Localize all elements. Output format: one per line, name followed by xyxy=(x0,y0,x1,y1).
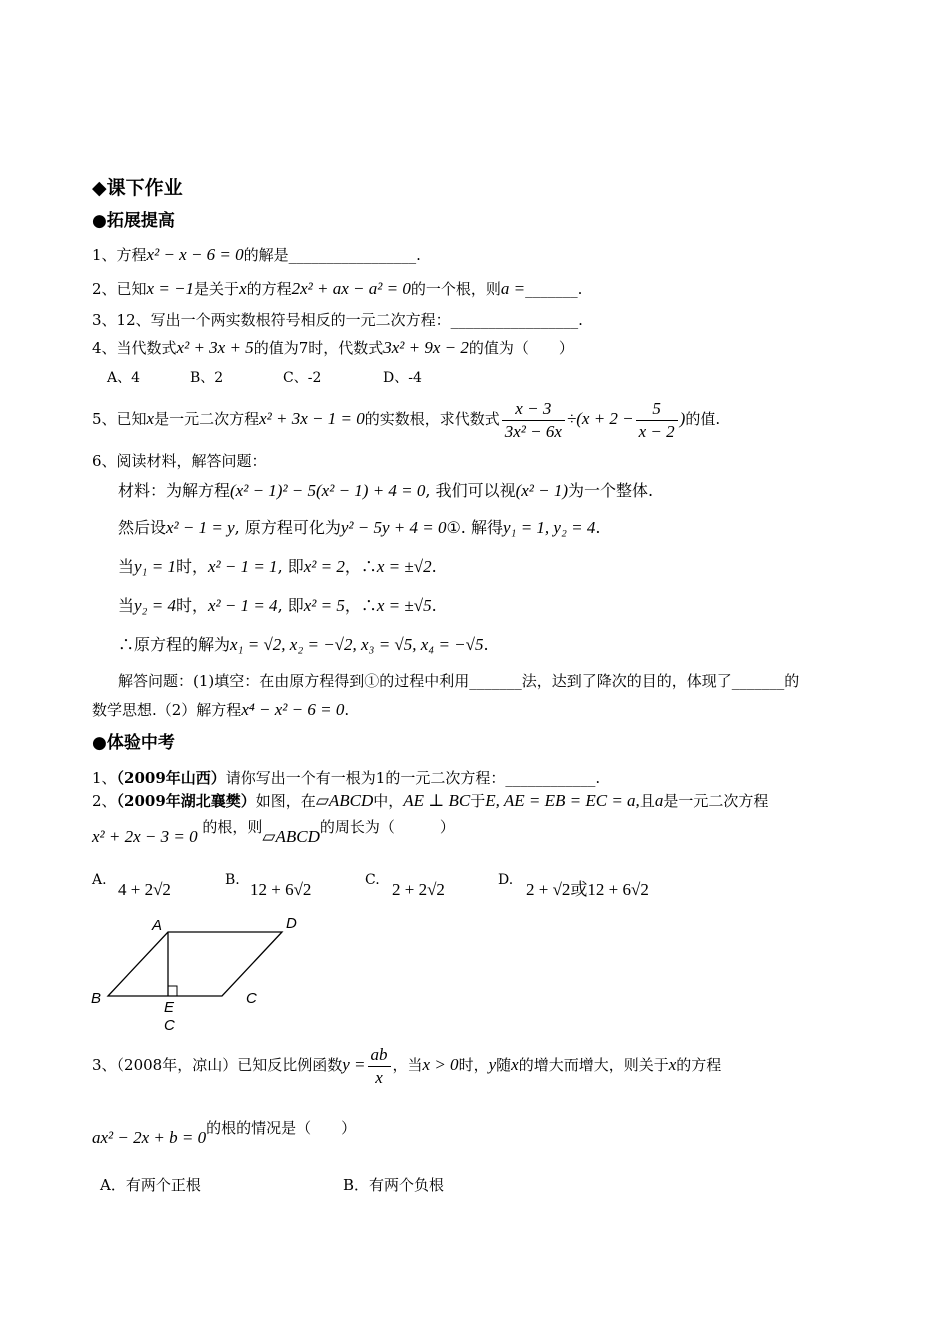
equation: x² − x − 6 = 0 xyxy=(146,245,244,264)
fraction-1: $\frac{x - 3}{\text{3x² − 6x}}$ xyxy=(502,398,565,443)
c2-option-b-label: B. xyxy=(225,872,240,888)
label-c: C xyxy=(246,990,257,1007)
exam-question-1: 1、（2009年山西）请你写出一个有一根为1的一元二次方程：____________. xyxy=(92,769,601,787)
c2-option-c: 2 + 2√2 xyxy=(392,880,445,899)
c2-option-a: 4 + 2√2 xyxy=(118,880,171,899)
q4-option-d: D、-4 xyxy=(383,370,422,386)
label-c-extra: C xyxy=(164,1017,175,1034)
parallelogram-abcd xyxy=(108,932,282,996)
question-3: 3、12、写出一个两实数根符号相反的一元二次方程：_________________. xyxy=(92,311,583,329)
material-line-1: 材料：为解方程(x² − 1)² − 5(x² − 1) + 4 = 0, 我们可以视(x² − 1)为一个整体. xyxy=(118,481,654,500)
question-4: 4、当代数式x² + 3x + 5的值为7时，代数式3x² + 9x − 2的值为（ ） xyxy=(92,338,574,357)
material-line-4: 当y₂ = 4时，x² − 1 = 4, 即x² = 5，∴x = ±√5. xyxy=(118,596,437,615)
c2-option-b: 12 + 6√2 xyxy=(250,880,312,899)
material-line-2: 然后设x² − 1 = y, 原方程可化为y² − 5y + 4 = 0①. 解得y₁ = 1, y₂ = 4. xyxy=(118,518,601,537)
c3-option-b: B．有两个负根 xyxy=(343,1176,445,1194)
fraction-ab-over-x: $\frac{ab}{x}$ xyxy=(368,1044,391,1089)
label-e: E xyxy=(164,999,175,1016)
label-a: A xyxy=(152,917,163,934)
q4-option-b: B、2 xyxy=(190,370,224,386)
exam-question-2-line-2: x² + 2x − 3 = 0 的根，则▱ABCD的周长为（ ） xyxy=(92,818,455,846)
c2-option-c-label: C. xyxy=(365,872,380,888)
exam-question-3-line-2: ax² − 2x + b = 0的根的情况是（ ） xyxy=(92,1119,357,1147)
material-line-5: ∴原方程的解为x₁ = √2, x₂ = −√2, x₃ = √5, x₄ = −√5. xyxy=(118,635,489,654)
question-2: 2、已知x = −1是关于x的方程2x² + ax − a² = 0的一个根，则a =_______. xyxy=(92,279,583,298)
c2-option-a-label: A. xyxy=(92,872,107,888)
answer-line-1: 解答问题：(1)填空：在由原方程得到①的过程中利用_______法，达到了降次的目的，体现了_______的 xyxy=(118,672,800,690)
question-1: 1、方程x² − x − 6 = 0的解是_________________. xyxy=(92,245,421,264)
answer-line-2: 数学思想.（2）解方程x⁴ − x² − 6 = 0. xyxy=(92,700,350,719)
label-b: B xyxy=(91,990,102,1007)
exam-question-2: 2、（2009年湖北襄樊）如图，在▱ABCD中，AE ⊥ BC于E, AE = EB = EC = a,且a是一元二次方程 xyxy=(92,791,769,810)
question-5: 5、已知x是一元二次方程x² + 3x − 1 = 0的实数根，求代数式 $\frac{x - 3}{\text{3x² − 6x}}$ ÷(x + 2 − $\frac{5}{x - 2}$ )的值. xyxy=(92,398,721,441)
section-title: ◆课下作业 xyxy=(92,177,183,199)
right-angle-mark xyxy=(168,986,177,996)
parallelogram-figure xyxy=(88,912,318,1037)
material-line-3: 当y₁ = 1时，x² − 1 = 1, 即x² = 2，∴x = ±√2. xyxy=(118,557,437,576)
q4-option-a: A、4 xyxy=(107,370,141,386)
q4-option-c: C、-2 xyxy=(283,370,322,386)
question-6-title: 6、阅读材料，解答问题： xyxy=(92,452,267,470)
exam-question-3: 3、（2008年，凉山）已知反比例函数y = $\frac{ab}{x}$ ，当x > 0时，y随x的增大而增大，则关于x的方程 xyxy=(92,1044,722,1087)
label-d: D xyxy=(286,915,297,932)
fraction-2: $\frac{5}{x - 2}$ xyxy=(636,398,678,443)
c2-option-d-label: D. xyxy=(498,872,514,888)
c3-option-a: A．有两个正根 xyxy=(100,1176,201,1194)
subsection-title-exam: ●体验中考 xyxy=(92,733,175,753)
subsection-title-extension: ●拓展提高 xyxy=(92,211,175,231)
c2-option-d: 2 + √2或12 + 6√2 xyxy=(526,880,649,899)
